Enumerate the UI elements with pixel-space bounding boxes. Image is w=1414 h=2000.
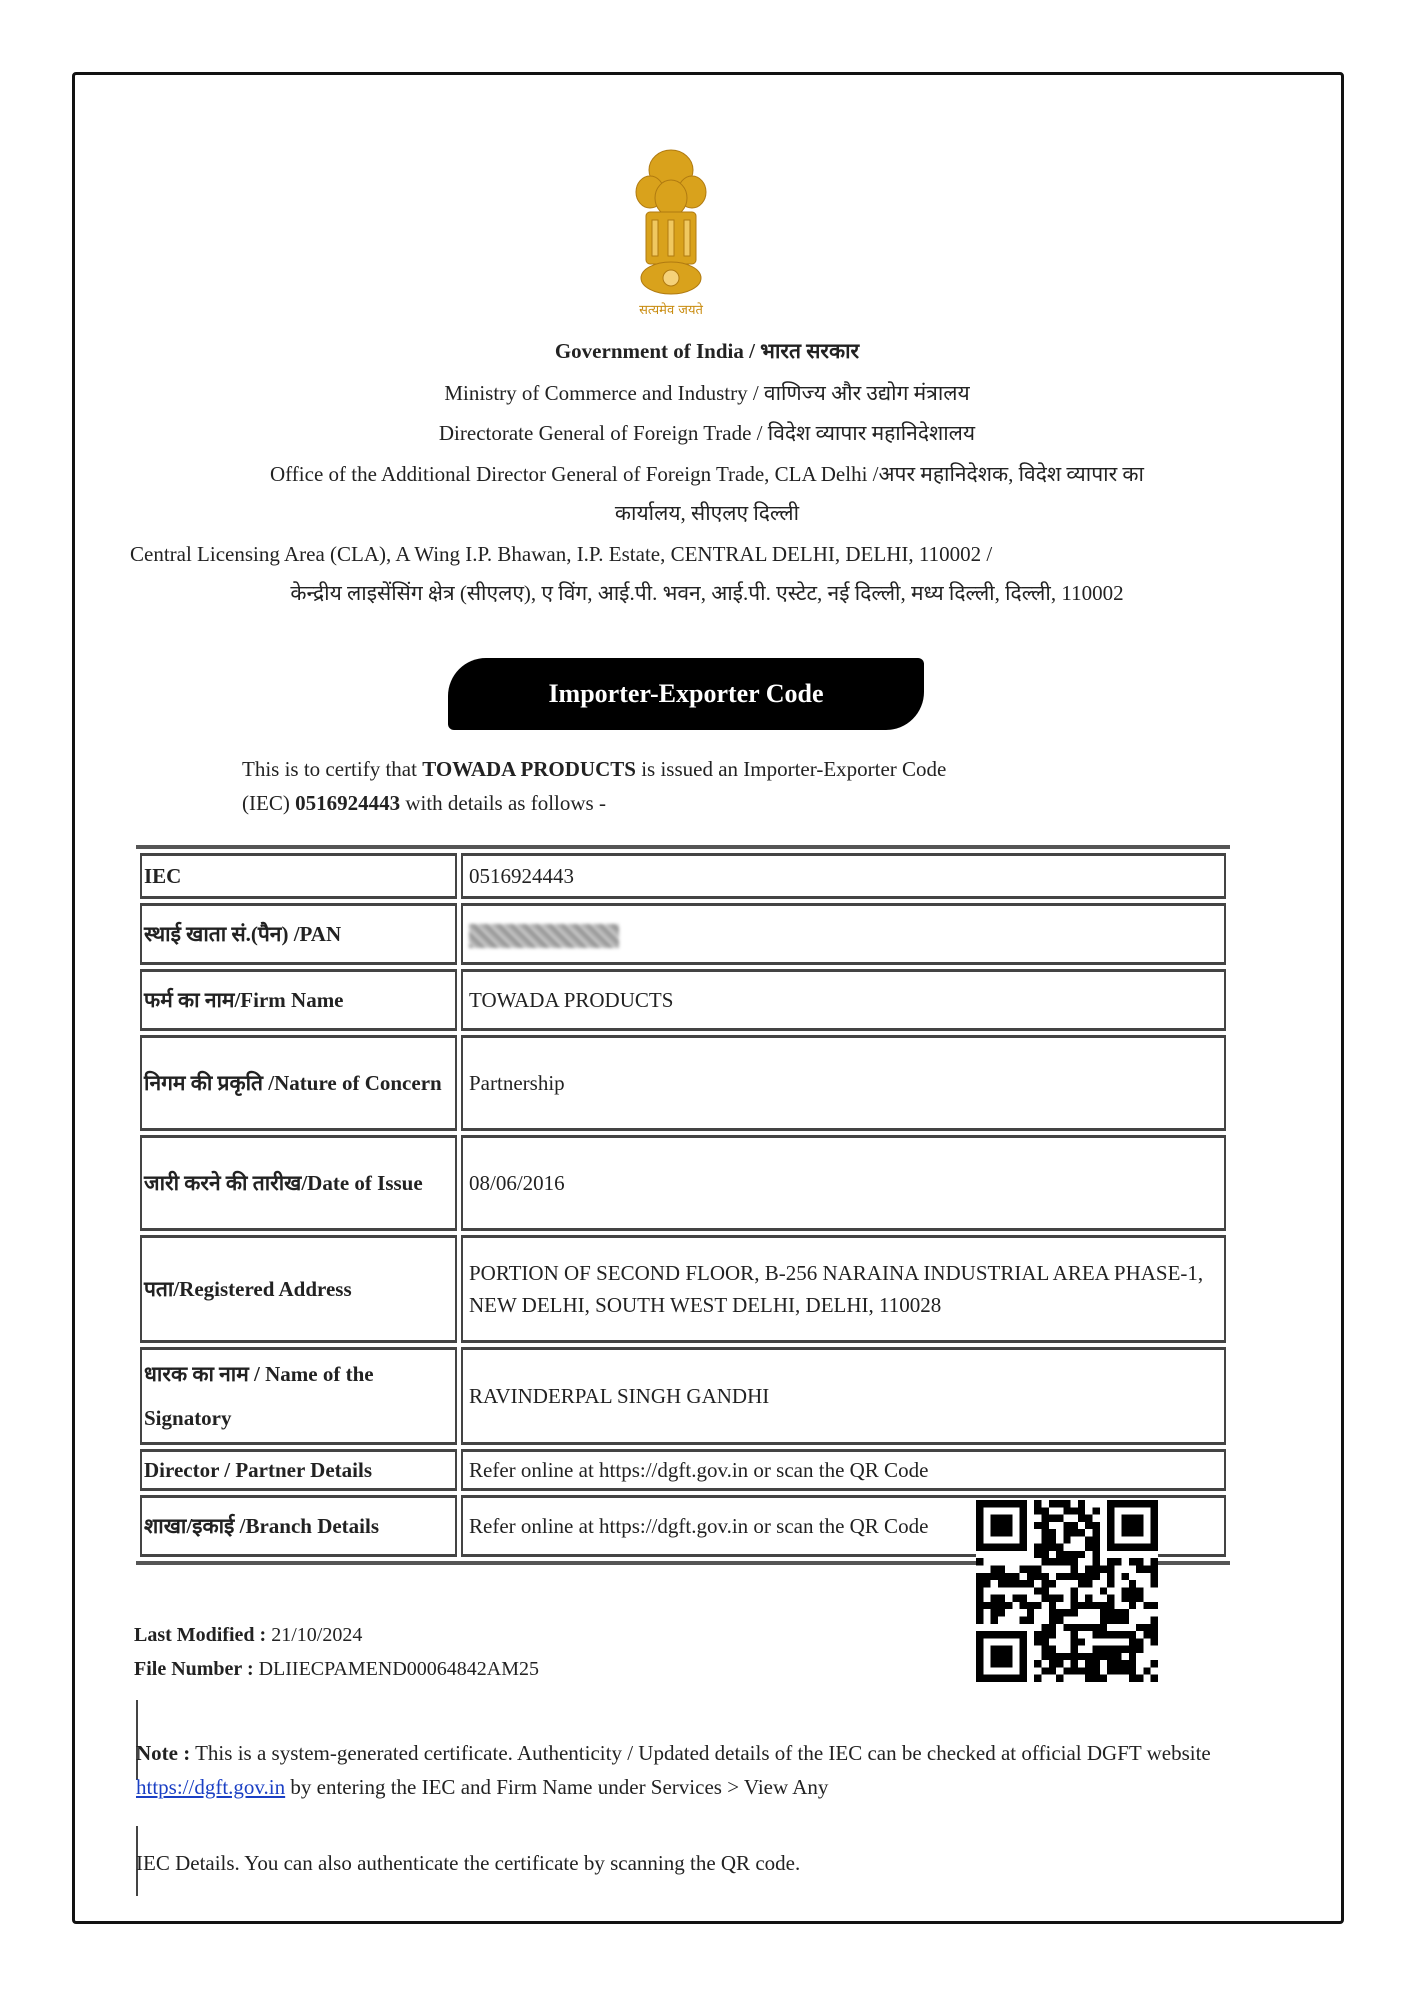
file-number-value: DLIIECPAMEND00064842AM25 — [258, 1658, 539, 1680]
last-modified-label: Last Modified : — [134, 1624, 267, 1646]
file-number — [134, 1656, 539, 1682]
cert-firm-name: TOWADA PRODUCTS — [422, 757, 636, 781]
document-title: Importer-Exporter Code — [448, 658, 924, 730]
signatory-label: धारक का नाम / Name of the Signatory — [140, 1347, 457, 1445]
signatory-value: RAVINDERPAL SINGH GANDHI — [461, 1347, 1226, 1445]
table-row — [140, 1235, 1226, 1343]
director-label: Director / Partner Details — [140, 1449, 457, 1491]
note-paragraph — [136, 1736, 1226, 1804]
emblem-motto: सत्यमेव जयते — [639, 303, 703, 318]
pan-value — [461, 903, 1226, 965]
table-row — [140, 1449, 1226, 1491]
address-line-1: Central Licensing Area (CLA), A Wing I.P. Bhawan, I.P. Estate, CENTRAL DELHI, DELHI, 110002 / — [130, 542, 993, 566]
ministry-line: Ministry of Commerce and Industry / वाणिज्य और उद्योग मंत्रालय — [444, 381, 970, 405]
note-text-1: This is a system-generated certificate. Authenticity / Updated details of the IEC can be checked at official DGFT website — [190, 1741, 1211, 1765]
issue-date-value: 08/06/2016 — [461, 1135, 1226, 1231]
iec-value: 0516924443 — [461, 853, 1226, 899]
cert-middle: is issued an Importer-Exporter Code — [635, 757, 947, 781]
address-label: पता/Registered Address — [140, 1235, 457, 1343]
table-row — [140, 1035, 1226, 1131]
table-row — [140, 1347, 1226, 1445]
note-text-2: by entering the IEC and Firm Name under Services > View Any — [285, 1775, 829, 1799]
dgft-website-link[interactable]: https://dgft.gov.in — [136, 1775, 286, 1799]
directorate-line: Directorate General of Foreign Trade / विदेश व्यापार महानिदेशालय — [438, 421, 976, 445]
government-heading: Government of India / भारत सरकार — [554, 339, 860, 363]
office-line-1: Office of the Additional Director General of Foreign Trade, CLA Delhi /अपर महानिदेशक, विदेश व्यापार का — [270, 462, 1144, 486]
iec-label: IEC — [140, 853, 457, 899]
branch-value: Refer online at https://dgft.gov.in or scan the QR Code — [461, 1495, 1226, 1557]
table-row — [140, 853, 1226, 899]
director-value: Refer online at https://dgft.gov.in or scan the QR Code — [461, 1449, 1226, 1491]
address-line-2: केन्द्रीय लाइसेंसिंग क्षेत्र (सीएलए), ए विंग, आई.पी. भवन, आई.पी. एस्टेट, नई दिल्ली, मध्य दिल्ली, दिल्ली, 110002 — [290, 581, 1124, 605]
note-continuation: IEC Details. You can also authenticate the certificate by scanning the QR code. — [136, 1851, 801, 1875]
cert-prefix: This is to certify that — [242, 757, 423, 781]
nature-value: Partnership — [461, 1035, 1226, 1131]
file-number-label: File Number : — [134, 1658, 254, 1680]
office-line-2: कार्यालय, सीएलए दिल्ली — [614, 501, 800, 525]
table-row — [140, 903, 1226, 965]
certification-statement — [242, 752, 1142, 820]
issue-date-label: जारी करने की तारीख/Date of Issue — [140, 1135, 457, 1231]
branch-label: शाखा/इकाई /Branch Details — [140, 1495, 457, 1557]
nature-label: निगम की प्रकृति /Nature of Concern — [140, 1035, 457, 1131]
cert-iec-number: 0516924443 — [295, 791, 401, 815]
cert-iec-prefix: (IEC) — [242, 791, 296, 815]
address-value: PORTION OF SECOND FLOOR, B-256 NARAINA INDUSTRIAL AREA PHASE-1, NEW DELHI, SOUTH WEST DELHI, DELHI, 110028 — [461, 1235, 1226, 1343]
table-row — [140, 969, 1226, 1031]
iec-details-table — [136, 845, 1230, 1565]
cert-suffix: with details as follows - — [400, 791, 606, 815]
last-modified-value: 21/10/2024 — [271, 1624, 363, 1646]
pan-label: स्थाई खाता सं.(पैन) /PAN — [140, 903, 457, 965]
last-modified — [134, 1622, 362, 1648]
national-emblem-icon — [628, 140, 714, 320]
note-label: Note : — [136, 1741, 191, 1765]
qr-code-icon[interactable] — [976, 1500, 1158, 1682]
redacted-pan — [469, 924, 619, 948]
firm-name-label: फर्म का नाम/Firm Name — [140, 969, 457, 1031]
table-row — [140, 1135, 1226, 1231]
firm-name-value: TOWADA PRODUCTS — [461, 969, 1226, 1031]
